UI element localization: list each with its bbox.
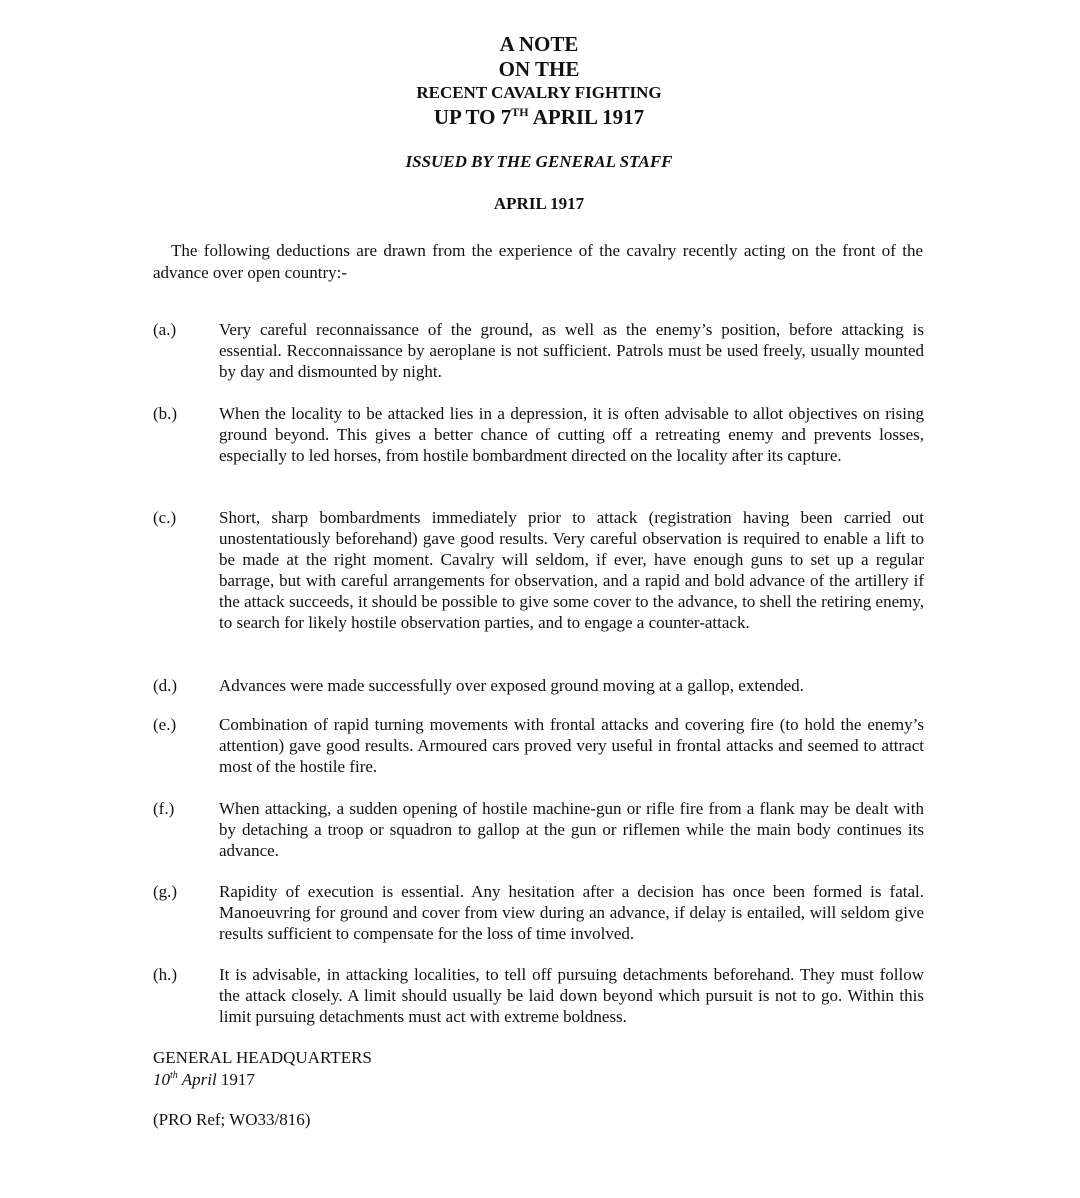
title-date-post: APRIL 1917 <box>528 105 645 129</box>
item-label: (f.) <box>153 799 175 818</box>
signature-date-year: 1917 <box>216 1070 255 1089</box>
title-date-pre: UP TO 7 <box>433 105 512 129</box>
issued-by: ISSUED BY THE GENERAL STAFF <box>405 152 673 171</box>
issue-date: APRIL 1917 <box>493 194 585 213</box>
item-label: (a.) <box>153 320 177 339</box>
deduction-item <box>153 403 924 466</box>
item-label: (e.) <box>153 715 177 734</box>
deduction-item <box>153 798 924 861</box>
item-text: Rapidity of execution is essential. Any hesitation after a decision has once been formed is fatal. Manoeuvring for ground and cover from view during an advance, if delay is entailed, will seldom give results sufficient to compensate for the loss of time involved. <box>219 882 924 943</box>
deduction-item <box>153 675 924 696</box>
item-text: It is advisable, in attacking localities, to tell off pursuing detachments beforehand. They must follow the attack closely. A limit should usually be laid down beyond which pursuit is not to go. Within this limit pursuing detachments must act with extreme boldness. <box>219 965 924 1026</box>
deduction-item <box>153 964 924 1027</box>
title-line-date <box>0 104 1078 130</box>
item-label: (b.) <box>153 404 178 423</box>
item-text: When attacking, a sudden opening of hostile machine-gun or rifle fire from a flank may be dealt with by detaching a troop or squadron to gallop at the gun or riflemen while the main body continues its advance. <box>219 799 924 860</box>
item-text: When the locality to be attacked lies in a depression, it is often advisable to allot objectives on rising ground beyond. This gives a better chance of cutting off a retreating enemy and prevents losses, especially to led horses, from hostile bombardment directed on the locality after its capture. <box>219 404 924 465</box>
item-text: Advances were made successfully over exposed ground moving at a gallop, extended. <box>219 676 804 695</box>
item-label: (g.) <box>153 882 178 901</box>
document-title <box>0 32 1078 130</box>
title-date-sup: TH <box>511 105 529 119</box>
item-label: (h.) <box>153 965 178 984</box>
item-label: (d.) <box>153 676 178 695</box>
deduction-item <box>153 319 924 382</box>
item-text: Very careful reconnaissance of the ground, as well as the enemy’s position, before attacking is essential. Recconnaissance by aeroplane is not sufficient. Patrols must be used freely, usually mounted by day and dismounted by night. <box>219 320 924 381</box>
signature-date-month: April <box>177 1070 217 1089</box>
headquarters-signature: GENERAL HEADQUARTERS <box>153 1048 372 1067</box>
item-text: Combination of rapid turning movements with frontal attacks and covering fire (to hold the enemy’s attention) gave good results. Armoured cars proved very useful in frontal attacks and seemed to attract most of the hostile fire. <box>219 715 924 776</box>
signature-date <box>153 1069 255 1091</box>
item-label: (c.) <box>153 508 177 527</box>
title-line-a-note: A NOTE <box>499 32 579 56</box>
deduction-item <box>153 507 924 633</box>
archive-reference: (PRO Ref; WO33/816) <box>153 1110 311 1129</box>
deduction-item <box>153 881 924 944</box>
signature-date-day: 10 <box>153 1070 170 1089</box>
title-line-on-the: ON THE <box>498 57 580 81</box>
intro-paragraph: The following deductions are drawn from the experience of the cavalry recently acting on the front of the advance over open country:- <box>153 241 923 282</box>
deduction-item <box>153 714 924 777</box>
item-text: Short, sharp bombardments immediately prior to attack (registration having been carried out unostentatiously beforehand) gave good results. Very careful observation is required to enable a lift to be made at the right moment. Cavalry will seldom, if ever, have enough guns to set up a regular barrage, but with careful arrangements for observation, and a rapid and bold advance of the artillery if the attack succeeds, it should be possible to give some cover to the advance, to shell the retiring enemy, to search for likely hostile observation parties, and to engage a counter-attack. <box>219 508 924 632</box>
title-line-subject: RECENT CAVALRY FIGHTING <box>416 83 662 102</box>
signature-date-sup: th <box>170 1070 178 1081</box>
